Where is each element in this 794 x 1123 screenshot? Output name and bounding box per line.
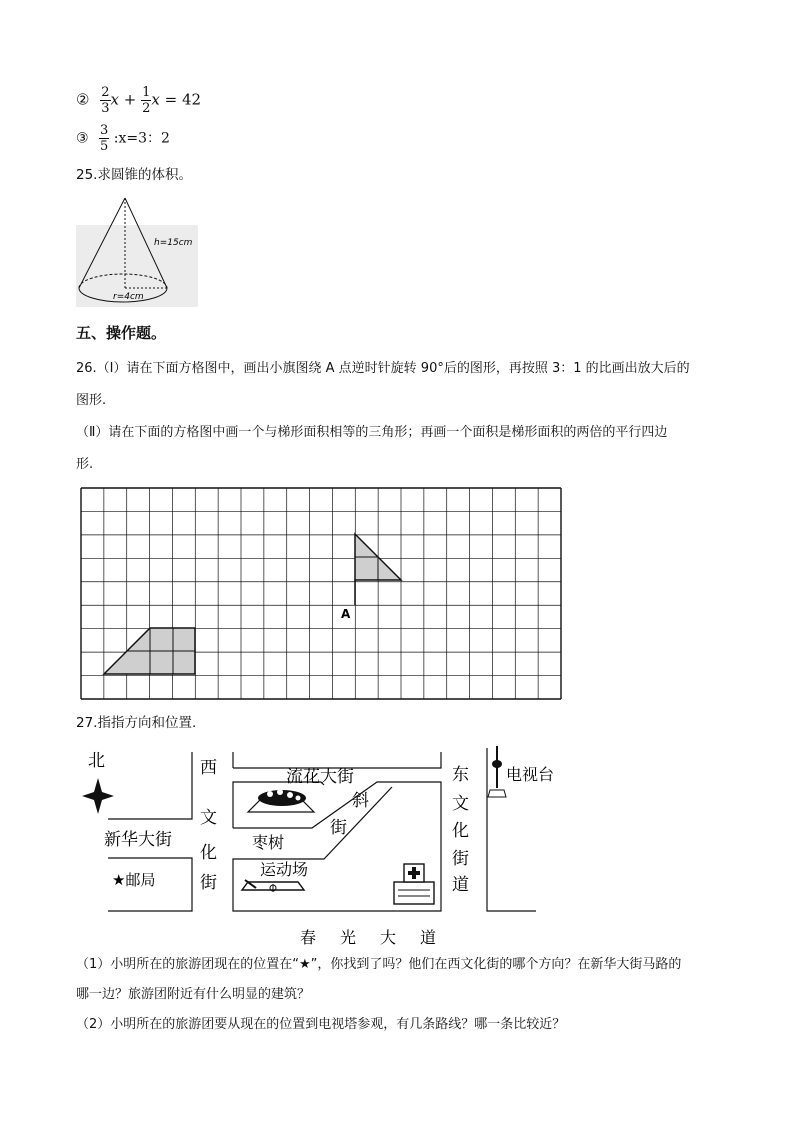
variable: x [151, 90, 160, 109]
numerator: 2 [101, 85, 110, 100]
fraction [141, 86, 151, 115]
avenue-char: 光 [340, 928, 357, 947]
question-26-line1: 26.（Ⅰ）请在下面方格图中，画出小旗图绕 A 点逆时针旋转 90°后的图形，再按照 3：1 的比画出放大后的 [76, 361, 690, 376]
east-road-char: 化 [452, 821, 469, 841]
xiejie-label-2: 街 [330, 818, 347, 838]
tv-tower-icon [488, 746, 506, 797]
tv-station-label: 电视台 [506, 765, 555, 784]
equation-rest: :x=3：2 [113, 130, 170, 147]
post-office-label: ★邮局 [112, 871, 156, 889]
east-road-label [452, 765, 469, 895]
question-27-sub2: （2）小明所在的旅游团要从现在的位置到电视塔参观，有几条路线？哪一条比较近？ [76, 1017, 566, 1032]
east-road-char: 东 [452, 765, 469, 785]
compass-star-icon [82, 778, 114, 814]
fraction [99, 124, 109, 153]
avenue-char: 道 [420, 928, 437, 947]
xinhua-street-label: 新华大街 [104, 830, 172, 850]
road-northwest [108, 752, 192, 819]
west-road-char: 文 [200, 808, 217, 828]
numerator: 1 [142, 85, 151, 100]
equation-number: ② [76, 90, 90, 109]
denominator: 3 [101, 101, 110, 116]
denominator: 5 [100, 139, 109, 154]
plus-sign: + [123, 90, 137, 109]
road-liuhua [233, 752, 441, 768]
hospital-icon [394, 864, 434, 904]
map-figure [76, 742, 596, 954]
equation-number: ③ [76, 130, 89, 147]
question-26-line3: （Ⅱ）请在下面的方格图中画一个与梯形面积相等的三角形；再画一个面积是梯形面积的两倍的平行四边 [76, 425, 668, 440]
liuhua-street-label: 流花大街 [286, 767, 354, 787]
height-label: h=15cm [154, 238, 193, 248]
equation-3 [76, 124, 170, 153]
zaoshu-label: 枣树 [252, 833, 285, 852]
question-27: 27.指指方向和位置. [76, 715, 197, 731]
question-27-sub1-line1: （1）小明所在的旅游团现在的位置在“★”，你找到了吗？他们在西文化街的哪个方向？在新华大街马路的 [76, 957, 682, 972]
chunguang-avenue-label [300, 928, 436, 947]
cone-figure [76, 195, 200, 307]
denominator: 2 [142, 101, 151, 116]
stadium-label: 运动场 [260, 860, 309, 879]
east-road-char: 道 [452, 875, 469, 895]
equation-2 [76, 86, 201, 115]
fraction [100, 86, 110, 115]
west-road-label [200, 758, 217, 893]
north-label: 北 [88, 751, 105, 771]
east-road-char: 文 [452, 794, 469, 814]
west-road-char: 化 [200, 843, 217, 863]
question-26-line2: 图形. [76, 393, 107, 408]
equation-rhs: = 42 [164, 90, 202, 109]
variable: x [110, 90, 119, 109]
numerator: 3 [100, 123, 109, 138]
xiejie-label-1: 斜 [352, 791, 369, 811]
radius-label: r=4cm [113, 292, 144, 302]
garden-icon [248, 789, 314, 812]
question-26-line4: 形. [76, 457, 94, 472]
question-25: 25.求圆锥的体积。 [76, 167, 192, 183]
section-title: 五、操作题。 [76, 324, 167, 342]
west-road-char: 街 [200, 873, 217, 893]
east-road-char: 街 [452, 849, 469, 869]
grid-figure [80, 487, 562, 700]
question-27-sub1-line2: 哪一边？旅游团附近有什么明显的建筑？ [76, 987, 311, 1002]
point-a-label: A [341, 607, 351, 621]
avenue-char: 大 [380, 928, 397, 947]
stadium-icon [242, 880, 304, 892]
west-road-char: 西 [200, 758, 217, 778]
avenue-char: 春 [300, 928, 317, 947]
